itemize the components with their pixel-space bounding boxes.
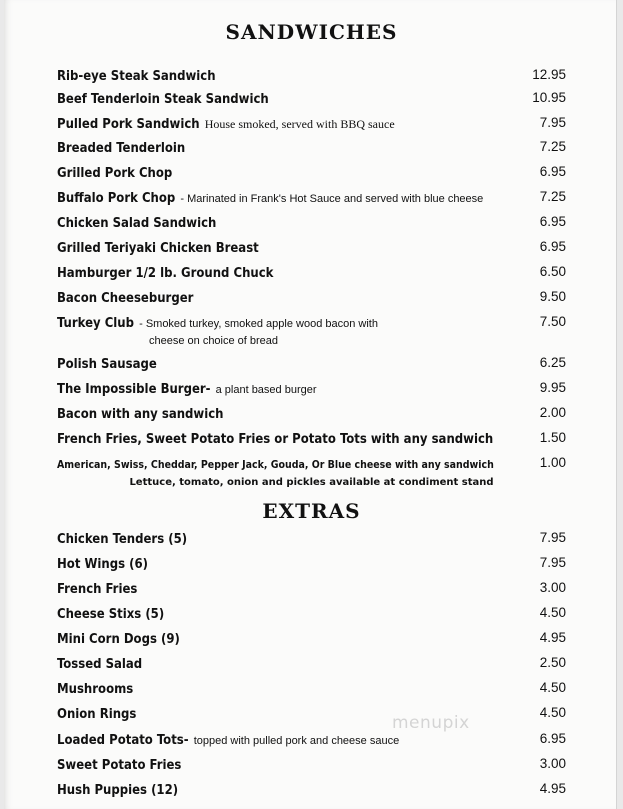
menu-item [57,703,571,723]
condiment-note: Lettuce, tomato, onion and pickles available at condiment stand [129,477,494,488]
menu-item [57,378,571,398]
menu-item [57,603,571,623]
menu-item [57,528,571,548]
item-price: 4.50 [539,680,566,695]
item-price: 3.00 [539,580,566,595]
item-price: 4.95 [539,630,566,645]
item-name: Cheese Stixs (5) [57,607,165,622]
item-name: Hot Wings (6) [57,557,148,572]
item-name: The Impossible Burger- [57,382,211,397]
item-name: Breaded Tenderloin [57,141,186,156]
menu-item [57,729,571,749]
menu-item [57,88,571,108]
menu-item [57,678,571,698]
item-price: 6.50 [539,264,566,279]
item-price: 7.25 [539,139,566,154]
item-name: Polish Sausage [57,357,157,372]
menu-item [57,628,571,648]
menu-item [57,754,571,774]
item-description: topped with pulled pork and cheese sauce [193,735,400,747]
item-name: Pulled Pork Sandwich [57,117,200,132]
item-name: Mini Corn Dogs (9) [57,632,180,647]
item-name: Bacon Cheeseburger [57,291,194,306]
menu-item [57,779,571,799]
item-price: 4.95 [539,781,566,796]
item-description-continued: cheese on choice of bread [149,335,279,347]
item-price: 7.50 [539,314,566,329]
item-price: 2.00 [539,405,566,420]
item-name: French Fries, Sweet Potato Fries or Potato Tots with any sandwich [57,432,494,447]
item-price: 9.50 [539,289,566,304]
menu-item [57,287,571,307]
menu-item [57,65,571,85]
item-price: 7.25 [539,189,566,204]
menu-item [57,187,571,207]
item-price: 7.95 [539,115,566,130]
menu-item [57,428,571,448]
menu-item [57,312,571,332]
item-price: 10.95 [532,90,566,105]
menu-item [57,653,571,673]
item-price: 12.95 [532,67,566,82]
item-name: Grilled Pork Chop [57,166,173,181]
item-name: Chicken Salad Sandwich [57,216,217,231]
item-name: Sweet Potato Fries [57,758,182,773]
item-price: 7.95 [539,530,566,545]
item-name: French Fries [57,582,138,597]
item-description: - Marinated in Frank's Hot Sauce and served with blue cheese [180,193,484,205]
item-name: Onion Rings [57,707,137,722]
item-name: Hamburger 1/2 lb. Ground Chuck [57,266,274,281]
item-price: 6.95 [539,731,566,746]
menu-item [57,403,571,423]
menu-item [57,113,571,133]
menu-item [57,453,571,473]
extras-heading: EXTRAS [262,499,361,523]
item-name: Turkey Club [57,316,134,331]
item-name: Grilled Teriyaki Chicken Breast [57,241,259,256]
item-price: 4.50 [539,605,566,620]
item-price: 2.50 [539,655,566,670]
item-name: Tossed Salad [57,657,143,672]
item-name: Loaded Potato Tots- [57,733,189,748]
item-name: Rib-eye Steak Sandwich [57,69,216,84]
item-price: 1.00 [539,455,566,470]
menu-item [57,553,571,573]
menu-item [57,162,571,182]
item-price: 6.25 [539,355,566,370]
menu-item [57,237,571,257]
item-name: Chicken Tenders (5) [57,532,188,547]
item-name: Buffalo Pork Chop [57,191,176,206]
item-name: Beef Tenderloin Steak Sandwich [57,92,269,107]
item-price: 9.95 [539,380,566,395]
menu-item [57,578,571,598]
item-price: 6.95 [539,164,566,179]
item-name: Mushrooms [57,682,134,697]
item-name: Bacon with any sandwich [57,407,224,422]
menu-item [57,212,571,232]
item-name: Hush Puppies (12) [57,783,179,798]
menu-item [57,262,571,282]
item-description: a plant based burger [215,384,317,396]
item-price: 6.95 [539,239,566,254]
sandwiches-heading: SANDWICHES [225,20,398,44]
item-description: - Smoked turkey, smoked apple wood bacon with [139,318,378,330]
menu-item [57,353,571,373]
item-price: 6.95 [539,214,566,229]
item-price: 7.95 [539,555,566,570]
item-price: 4.50 [539,705,566,720]
watermark: menupix [392,713,470,733]
item-price: 1.50 [539,430,566,445]
menu-item [57,137,571,157]
item-price: 3.00 [539,756,566,771]
item-name: American, Swiss, Cheddar, Pepper Jack, Gouda, Or Blue cheese with any sandwich [57,459,494,471]
item-description: House smoked, served with BBQ sauce [204,117,395,131]
